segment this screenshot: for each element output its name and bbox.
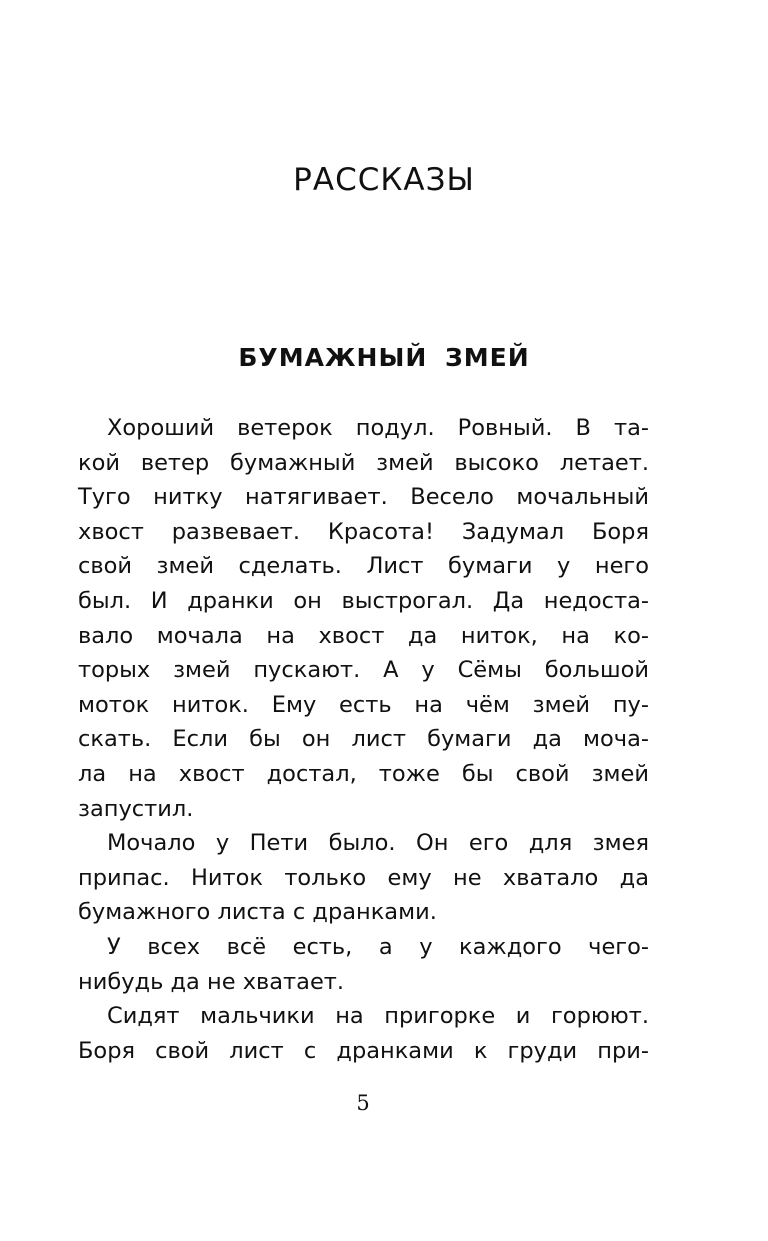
page-number: 5 (356, 1091, 370, 1115)
section-title: РАССКАЗЫ (293, 162, 475, 198)
text-line: хвост развевает. Красота! Задумал Боря (78, 518, 649, 545)
text-line: Мочало у Пети было. Он его для змея (107, 830, 649, 857)
text-line: торых змей пускают. А у Сёмы большой (78, 657, 649, 684)
text-line: ла на хвост достал, тоже бы свой змей (78, 760, 649, 787)
text-line: скать. Если бы он лист бумаги да моча- (78, 726, 649, 753)
text-line: У всех всё есть, а у каждого чего- (107, 933, 649, 960)
text-line: Боря свой лист с дранками к груди при- (78, 1037, 649, 1064)
text-line: запустил. (78, 795, 194, 822)
story-title: БУМАЖНЫЙ ЗМЕЙ (238, 343, 530, 372)
story-body (78, 411, 649, 1068)
text-line: свой змей сделать. Лист бумаги у него (78, 553, 649, 580)
text-line: кой ветер бумажный змей высоко летает. (78, 449, 649, 476)
text-line: нибудь да не хватает. (78, 968, 345, 995)
text-line: Сидят мальчики на пригорке и горюют. (107, 1003, 649, 1030)
text-line: Хороший ветерок подул. Ровный. В та- (107, 415, 649, 441)
text-line: припас. Ниток только ему не хватало да (78, 864, 649, 891)
text-line: бумажного листа с дранками. (78, 899, 437, 926)
text-line: вало мочала на хвост да ниток, на ко- (78, 622, 649, 649)
text-line: был. И дранки он выстрогал. Да недоста- (78, 587, 649, 614)
text-line: Туго нитку натягивает. Весело мочальный (78, 484, 649, 511)
text-line: моток ниток. Ему есть на чём змей пу- (78, 691, 649, 718)
